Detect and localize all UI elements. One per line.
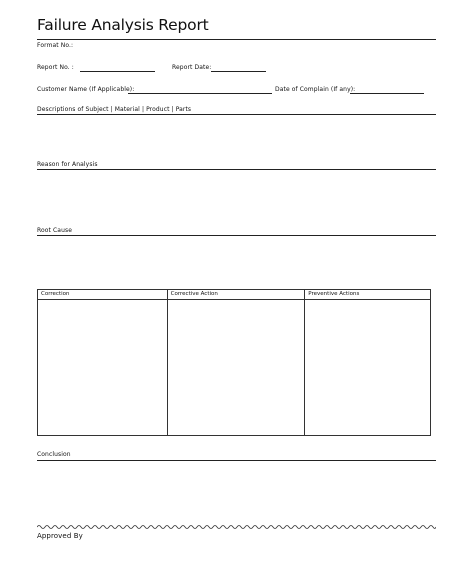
root-cause-label: Root Cause [37, 227, 72, 234]
report-date-field[interactable] [211, 71, 266, 72]
approved-by-label: Approved By [37, 532, 83, 540]
reason-label: Reason for Analysis [37, 161, 98, 168]
page-title: Failure Analysis Report [37, 16, 209, 34]
table-header-correction: Correction [38, 290, 168, 300]
actions-table [37, 289, 431, 436]
report-date-label: Report Date: [172, 64, 212, 71]
date-of-complain-field[interactable] [350, 93, 424, 94]
description-label: Descriptions of Subject | Material | Product | Parts [37, 106, 192, 113]
title-rule [37, 39, 436, 40]
customer-name-field[interactable] [128, 93, 272, 94]
report-no-label: Report No. : [37, 64, 74, 71]
wavy-line [37, 526, 436, 529]
format-no-label: Format No.: [37, 42, 74, 49]
report-no-field[interactable] [80, 71, 155, 72]
description-rule [37, 114, 436, 115]
conclusion-label: Conclusion [37, 451, 71, 458]
signature-wavy-rule [37, 524, 436, 530]
table-header-corrective-action: Corrective Action [167, 290, 305, 300]
reason-rule [37, 169, 436, 170]
correction-cell[interactable] [38, 300, 168, 436]
root-cause-rule [37, 235, 436, 236]
table-row [38, 300, 431, 436]
date-of-complain-label: Date of Complain (If any): [275, 86, 356, 93]
table-header-row [38, 290, 431, 300]
conclusion-rule [37, 460, 436, 461]
table-header-preventive-actions: Preventive Actions [305, 290, 431, 300]
customer-name-label: Customer Name (If Applicable): [37, 86, 135, 93]
preventive-actions-cell[interactable] [305, 300, 431, 436]
corrective-action-cell[interactable] [167, 300, 305, 436]
